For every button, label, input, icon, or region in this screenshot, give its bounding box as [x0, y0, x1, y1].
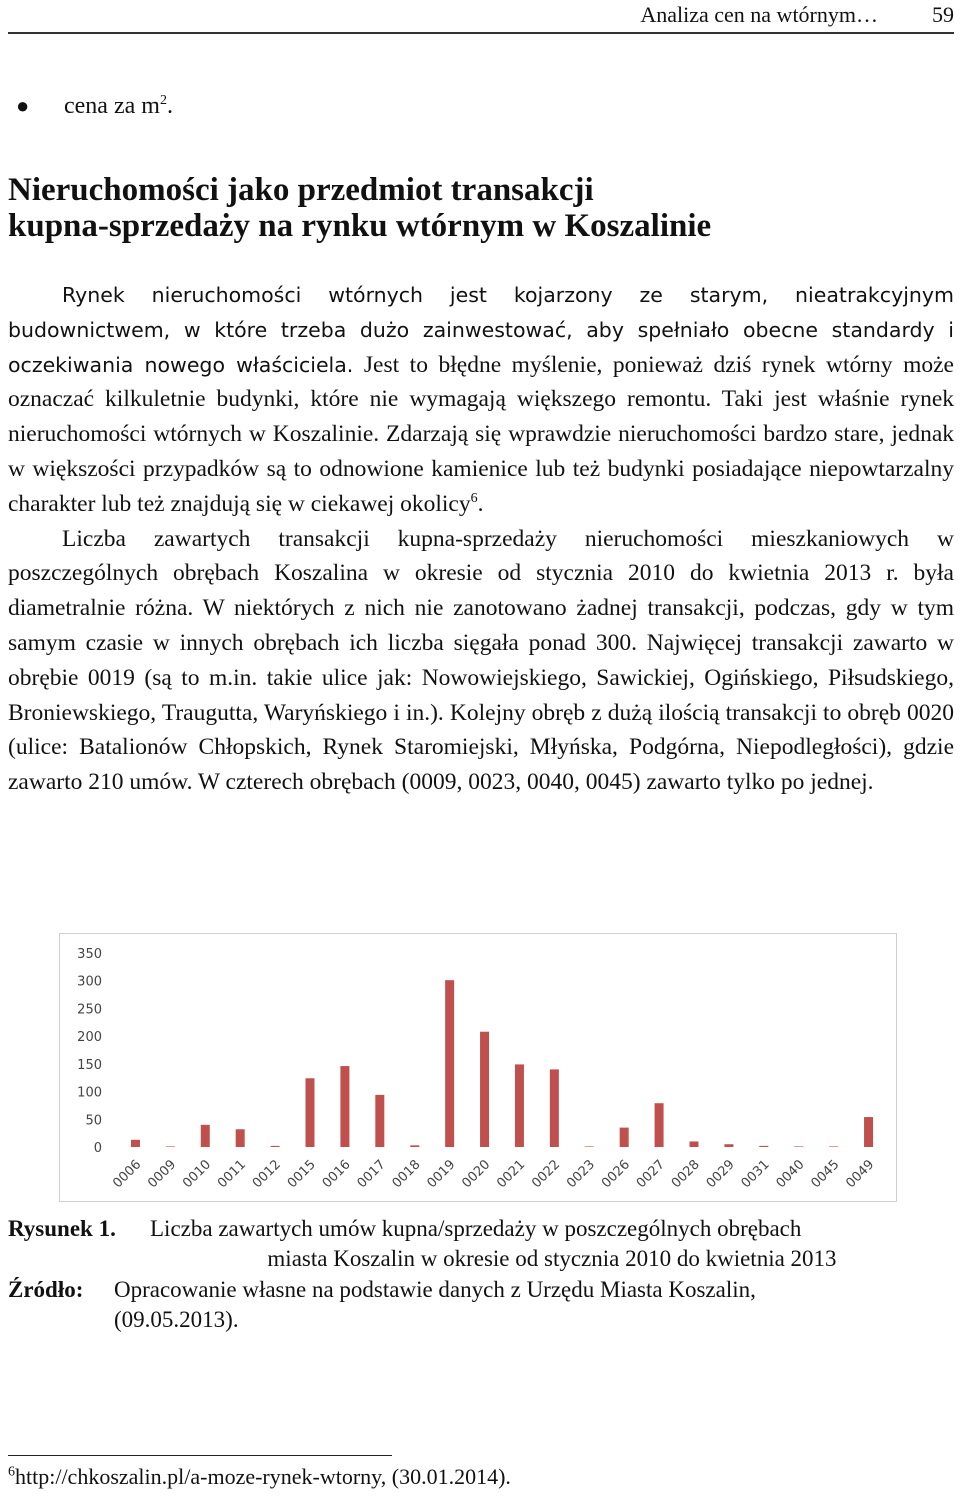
source-label: Źródło: [8, 1277, 84, 1302]
section-title-line2: kupna-sprzedaży na rynku wtórnym w Koszalinie [8, 208, 712, 244]
bar-0049 [864, 1117, 873, 1147]
y-tick-label: 100 [77, 1085, 102, 1101]
paragraph-1-serif: Jest to błędne myślenie, ponieważ dziś rynek wtórny może oznaczać kilkuletnie budynki, które nie wymagają większego remontu. Taki jest właśnie rynek nieruchomości wtórnych w Koszalinie. Zdarzają się wprawdzie nieruchomości bardzo stare, jednak w większości przypadków są to odnowione kamienice lub też budynki posiadające niepowtarzalny charakter lub też znajdują się w ciekawej okolicy [8, 351, 954, 517]
x-tick-label-0026: 0026 [599, 1157, 634, 1192]
bar-0012 [271, 1146, 280, 1147]
x-tick-label-0040: 0040 [773, 1157, 808, 1192]
running-header [8, 0, 954, 34]
footnote-divider [8, 1455, 392, 1456]
x-tick-label-0022: 0022 [529, 1157, 564, 1192]
bar-0023 [585, 1146, 594, 1147]
x-tick-label-0015: 0015 [284, 1157, 319, 1192]
page-number: 59 [932, 2, 954, 27]
x-tick-label-0027: 0027 [633, 1157, 668, 1192]
bar-0019 [445, 980, 454, 1147]
x-tick-label-0049: 0049 [843, 1157, 878, 1192]
y-tick-label: 150 [77, 1057, 102, 1073]
bar-0040 [794, 1146, 803, 1147]
x-tick-label-0028: 0028 [668, 1157, 703, 1192]
x-tick-label-0009: 0009 [145, 1157, 180, 1192]
bar-0022 [550, 1069, 559, 1147]
running-title: Analiza cen na wtórnym… [640, 2, 878, 27]
section-title [8, 172, 948, 244]
bullet-icon: ● [16, 93, 30, 118]
bar-0010 [201, 1125, 210, 1147]
bullet-superscript: 2 [159, 93, 167, 108]
source-text-cont: (09.05.2013). [114, 1307, 239, 1332]
bar-chart-svg [60, 934, 898, 1203]
x-tick-label-0031: 0031 [738, 1157, 773, 1192]
bar-0015 [306, 1078, 315, 1147]
x-tick-label-0018: 0018 [389, 1157, 424, 1192]
footnote-number: 6 [8, 1464, 15, 1480]
footnote [8, 1462, 511, 1492]
paragraph-1-end: . [477, 490, 484, 517]
bar-0028 [690, 1141, 699, 1147]
x-tick-label-0029: 0029 [703, 1157, 738, 1192]
x-tick-label-0020: 0020 [459, 1157, 494, 1192]
bar-0021 [515, 1064, 524, 1147]
bullet-text: cena za m [64, 93, 160, 119]
bullet-item [16, 86, 173, 126]
x-tick-label-0023: 0023 [564, 1157, 599, 1192]
bar-0029 [724, 1144, 733, 1147]
bar-0018 [410, 1145, 419, 1147]
x-tick-label-0006: 0006 [110, 1157, 145, 1192]
paragraph-1 [8, 278, 954, 522]
footnote-link[interactable]: http://chkoszalin.pl/a-moze-rynek-wtorny, (30.01.2014). [15, 1464, 511, 1489]
body-text [8, 278, 954, 800]
y-tick-label: 200 [77, 1030, 102, 1046]
x-tick-label-0017: 0017 [354, 1157, 389, 1192]
x-tick-label-0021: 0021 [494, 1157, 529, 1192]
bar-0006 [131, 1140, 140, 1147]
bar-0017 [375, 1095, 384, 1147]
y-tick-label: 50 [85, 1113, 102, 1129]
figure-caption-text: Liczba zawartych umów kupna/sprzedaży w poszczególnych obrębach [150, 1216, 802, 1241]
bar-0026 [620, 1128, 629, 1147]
y-tick-label: 350 [77, 947, 102, 962]
section-title-line1: Nieruchomości jako przedmiot transakcji [8, 172, 594, 208]
x-tick-label-0016: 0016 [319, 1157, 354, 1192]
y-tick-label: 250 [77, 1002, 102, 1018]
x-tick-label-0010: 0010 [180, 1157, 215, 1192]
bar-0031 [759, 1146, 768, 1147]
figure-caption [8, 1214, 954, 1271]
x-tick-label-0012: 0012 [249, 1157, 284, 1192]
bar-0045 [829, 1146, 838, 1147]
x-tick-label-0011: 0011 [215, 1157, 250, 1192]
bullet-period: . [166, 93, 173, 119]
paragraph-2: Liczba zawartych transakcji kupna-sprzedaży nieruchomości mieszkaniowych w poszczególnych obrębach Koszalina w okresie od stycznia 2010 do kwietnia 2013 r. była diametralnie różna. W niektórych z nich nie zanotowano żadnej transakcji, podczas, gdy w tym samym czasie w innych obrębach ich liczba sięgała ponad 300. Najwięcej transakcji zawarto w obrębie 0019 (są to m.in. takie ulice jak: Nowowiejskiego, Sawickiej, Ogińskiego, Piłsudskiego, Broniewskiego, Traugutta, Waryńskiego i in.). Kolejny obręb z dużą ilością transakcji to obręb 0020 (ulice: Batalionów Chłopskich, Rynek Staromiejski, Młyńska, Podgórna, Niepodległości), gdzie zawarto 210 umów. W czterech obrębach (0009, 0023, 0040, 0045) zawarto tylko po jednej. [8, 525, 954, 796]
source-caption [8, 1275, 954, 1332]
figure-label: Rysunek 1. [8, 1216, 116, 1241]
x-tick-label-0019: 0019 [424, 1157, 459, 1192]
figure-caption-text-cont: miasta Koszalin w okresie od stycznia 2010 do kwietnia 2013 [267, 1246, 837, 1271]
source-text: Opracowanie własne na podstawie danych z Urzędu Miasta Koszalin, [114, 1277, 756, 1302]
bar-0011 [236, 1129, 245, 1147]
footnote-ref[interactable]: 6 [470, 490, 478, 506]
y-tick-label: 300 [77, 974, 102, 990]
y-tick-label: 0 [93, 1141, 102, 1156]
bar-0016 [340, 1066, 349, 1147]
x-tick-label-0045: 0045 [808, 1157, 843, 1192]
bar-0009 [166, 1146, 175, 1147]
bar-0027 [655, 1103, 664, 1147]
paragraph-1-sans: Rynek nieruchomości wtórnych jest kojarzony ze starym, nieatrakcyjnym budownictwem, w które trzeba dużo zainwestować, aby spełniało obecne standardy i oczekiwania nowego właściciela. [8, 283, 954, 377]
bar-0020 [480, 1032, 489, 1147]
bar-chart [59, 933, 897, 1202]
